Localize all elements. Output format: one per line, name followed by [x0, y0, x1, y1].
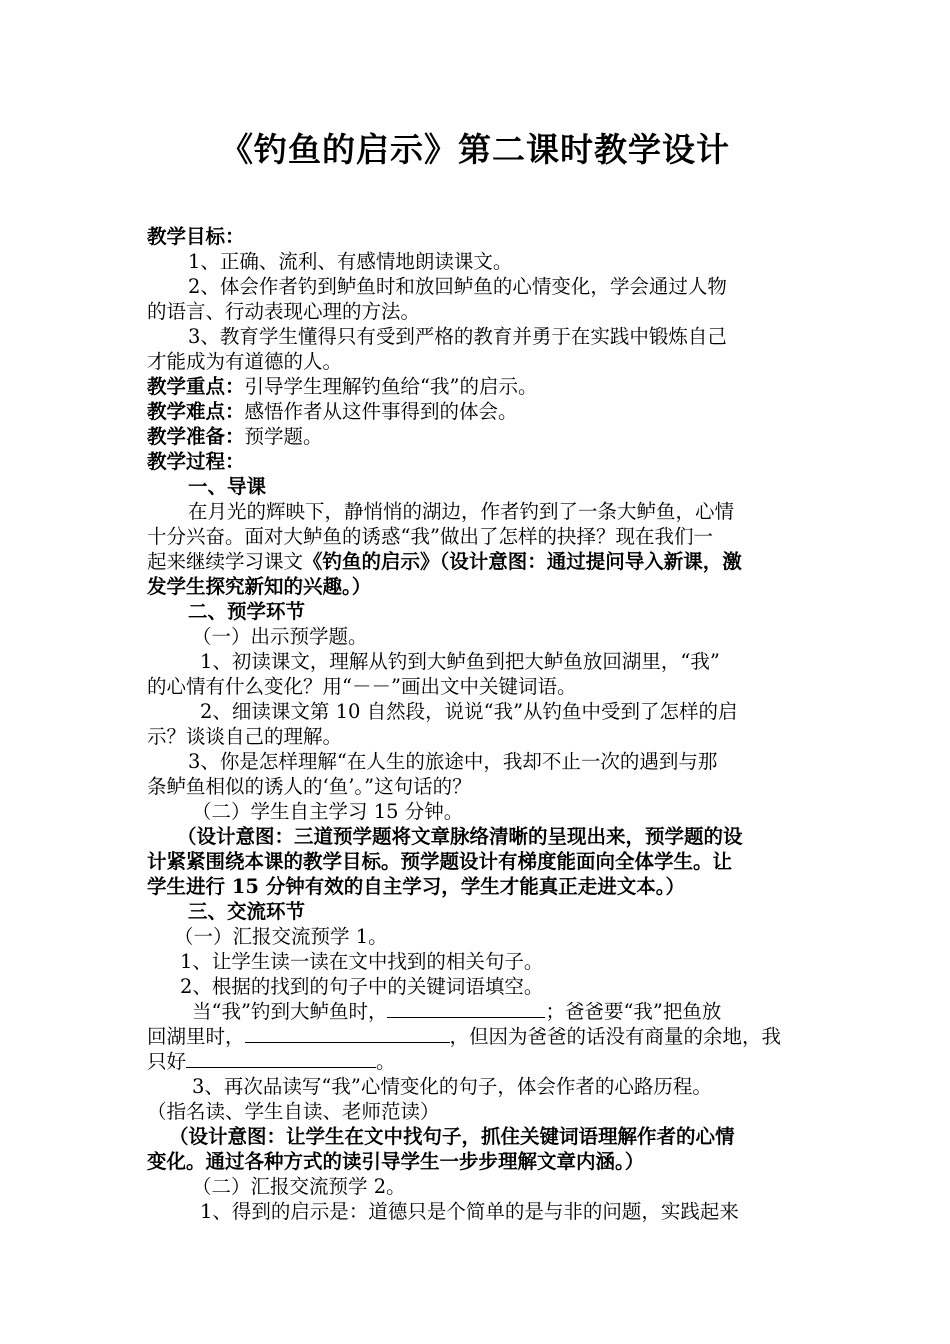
paragraph-text: 起来继续学习课文	[147, 550, 304, 573]
paragraph-line: 在月光的辉映下，静悄悄的湖边，作者钓到了一条大鲈鱼，心情	[188, 500, 735, 523]
preparation-line	[147, 424, 812, 449]
fill-in-blank[interactable]	[245, 1024, 450, 1043]
design-intent-note: 变化。通过各种方式的读引导学生一步步理解文章内涵。）	[147, 1150, 645, 1173]
fill-in-blank[interactable]	[186, 1049, 376, 1068]
fill-in-text: 只好	[147, 1050, 187, 1073]
question-line: 1、初读课文，理解从钓到大鲈鱼到把大鲈鱼放回湖里，“我”	[200, 650, 720, 673]
key-point-line	[147, 374, 812, 399]
section-title: 一、导课	[188, 475, 267, 498]
subsection-title: （一）出示预学题。	[192, 625, 368, 648]
key-point-label: 教学重点：	[147, 375, 245, 398]
question-line: 1、得到的启示是：道德只是个简单的是与非的问题，实践起来	[200, 1200, 739, 1223]
activity-line: 3、再次品读写“我”心情变化的句子，体会作者的心路历程。	[192, 1075, 712, 1098]
page-title: 《钓鱼的启示》第二课时教学设计	[220, 130, 730, 169]
paragraph-line: 十分兴奋。面对大鲈鱼的诱惑“我”做出了怎样的抉择？现在我们一	[147, 525, 713, 548]
fill-in-line	[147, 1024, 812, 1049]
difficulty-label: 教学难点：	[147, 400, 245, 423]
fill-in-text: ；爸爸要“我”把鱼放	[545, 1000, 722, 1023]
subsection-title: （一）汇报交流预学 1。	[174, 925, 388, 948]
goals-heading: 教学目标：	[147, 225, 245, 248]
difficulty-text: 感悟作者从这件事得到的体会。	[244, 400, 518, 423]
fill-in-text: 当“我”钓到大鲈鱼时，	[192, 1000, 388, 1023]
question-line: 的心情有什么变化？用“－－”画出文中关键词语。	[147, 675, 577, 698]
activity-line: （指名读、学生自读、老师范读）	[147, 1100, 440, 1123]
fill-in-text: 。	[376, 1050, 396, 1073]
section-title: 二、预学环节	[188, 600, 306, 623]
activity-line: 1、让学生读一读在文中找到的相关句子。	[180, 950, 544, 973]
question-line: 2、细读课文第 10 自然段，说说“我”从钓鱼中受到了怎样的启	[200, 700, 738, 723]
goal-line: 2、体会作者钓到鲈鱼时和放回鲈鱼的心情变化，学会通过人物	[188, 275, 727, 298]
goal-line: 3、教育学生懂得只有受到严格的教育并勇于在实践中锻炼自己	[188, 325, 727, 348]
goal-line: 才能成为有道德的人。	[147, 350, 343, 373]
key-point-text: 引导学生理解钓鱼给“我”的启示。	[244, 375, 538, 398]
design-intent-note: 学生进行 15 分钟有效的自主学习，学生才能真正走进文本。）	[147, 875, 685, 898]
fill-in-line	[147, 1049, 812, 1074]
process-heading: 教学过程：	[147, 450, 245, 473]
section-title: 三、交流环节	[188, 900, 306, 923]
fill-in-line	[147, 999, 857, 1024]
design-intent-note: （设计意图：让学生在文中找句子，抓住关键词语理解作者的心情	[169, 1125, 735, 1148]
design-intent-note: 计紧紧围绕本课的教学目标。预学题设计有梯度能面向全体学生。让	[147, 850, 733, 873]
design-intent-note: 发学生探究新知的兴趣。）	[147, 575, 372, 598]
question-line: 示？谈谈自己的理解。	[147, 725, 343, 748]
design-intent-note: 《钓鱼的启示》（设计意图：通过提问导入新课，激	[303, 550, 742, 573]
preparation-text: 预学题。	[244, 425, 323, 448]
subsection-title: （二）学生自主学习 15 分钟。	[192, 800, 464, 823]
activity-line: 2、根据的找到的句子中的关键词语填空。	[180, 975, 544, 998]
question-line: 条鲈鱼相似的诱人的‘鱼’。”这句话的？	[147, 775, 472, 798]
paragraph-line	[147, 549, 812, 574]
preparation-label: 教学准备：	[147, 425, 245, 448]
question-line: 3、你是怎样理解“在人生的旅途中，我却不止一次的遇到与那	[188, 750, 718, 773]
goal-line: 1、正确、流利、有感情地朗读课文。	[188, 250, 513, 273]
fill-in-blank[interactable]	[387, 999, 545, 1018]
difficulty-line	[147, 399, 812, 424]
fill-in-text: 回湖里时，	[147, 1025, 245, 1048]
fill-in-text: ，但因为爸爸的话没有商量的余地，我	[449, 1025, 782, 1048]
goal-line: 的语言、行动表现心理的方法。	[147, 300, 421, 323]
subsection-title: （二）汇报交流预学 2。	[192, 1175, 406, 1198]
design-intent-note: （设计意图：三道预学题将文章脉络清晰的呈现出来，预学题的设	[177, 825, 743, 848]
